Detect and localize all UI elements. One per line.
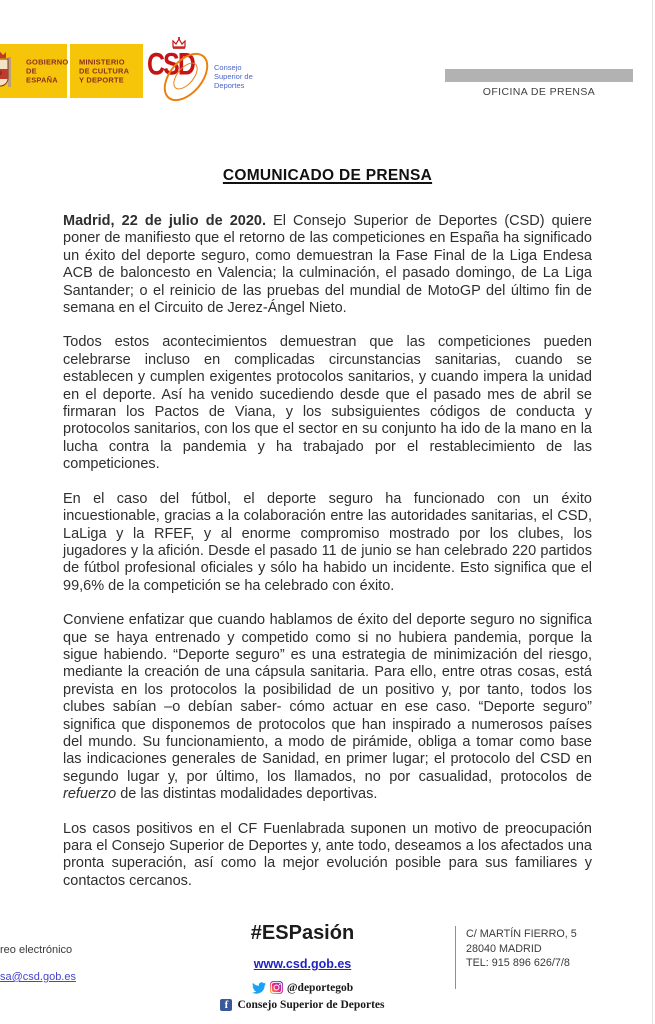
refuerzo-italic: refuerzo xyxy=(63,786,117,803)
footer-email-label-cut: reo electrónico xyxy=(0,944,73,956)
csd-name-line2: Superior de xyxy=(214,72,253,81)
footer-address-block xyxy=(466,927,577,971)
address-phone: TEL: 915 896 626/7/8 xyxy=(466,957,570,969)
dateline: Madrid, 22 de julio de 2020. xyxy=(63,213,266,229)
facebook-row xyxy=(165,999,440,1011)
footer-address-divider xyxy=(455,926,456,989)
footer-center-column xyxy=(165,922,440,1011)
paragraph-intro: Madrid, 22 de julio de 2020. El Consejo Superior de Deportes (CSD) quiere poner de manifiesto que el retorno de las competiciones en España ha significado un éxito del deporte seguro, como demuestran la Fase Final de la Liga Endesa ACB de baloncesto en Valencia; la culminación, el pasado domingo, de La Liga Santander; o el reinicio de las pruebas del mundial de MotoGP del último fin de semana en el Circuito de Jerez-Ángel Nieto. xyxy=(63,213,592,317)
paragraph-safe-sport: Conviene enfatizar que cuando hablamos de éxito del deporte seguro no significa que se haya entrenado y competido como si no hubiera pandemia, porque la sigue habiendo. “Deporte seguro” es una estrategia de minimización del riesgo, mediante la creación de una cápsula sanitaria. Para ello, entre otras cosas, está prevista en los protocolos la posibilidad de un positivo y, por tanto, todos los clubes sabían –o debían saber- cómo actuar en ese caso. “Deporte seguro” significa que disponemos de protocolos que han inspirado a numerosos países del mundo. Su funcionamiento, a modo de pirámide, obliga a tomar como base las indicaciones generales de Sanidad, en primer lugar; el protocolo del CSD en segundo lugar y, por último, los llamados, no por casualidad, protocolos de refuerzo de las distintas modalidades deportivas. xyxy=(63,612,592,803)
gobierno-line1: GOBIERNO xyxy=(26,57,69,67)
press-office-label: OFICINA DE PRENSA xyxy=(482,86,596,98)
csd-name-line1: Consejo xyxy=(214,63,242,72)
csd-name-line3: Deportes xyxy=(214,81,245,90)
gobierno-de-espana-block xyxy=(0,44,67,98)
press-office-gray-bar xyxy=(445,69,633,82)
social-handle[interactable]: @deportegob xyxy=(286,981,354,994)
ministerio-block xyxy=(70,44,143,98)
ministerio-line2: DE CULTURA xyxy=(79,66,130,76)
ministerio-line1: MINISTERIO xyxy=(79,57,125,67)
document-body xyxy=(63,213,592,907)
paragraph-fuenlabrada: Los casos positivos en el CF Fuenlabrada suponen un motivo de preocupación para el Consejo Superior de Deportes y, ante todo, deseamos a los afectados una pronta superación, así como la mejor evolución posible para sus familiares y contactos cercanos. xyxy=(63,820,592,889)
espasion-hashtag: #ESPasión xyxy=(250,922,355,944)
ministerio-line3: Y DEPORTE xyxy=(79,75,125,85)
footer-email-link-cut[interactable]: sa@csd.gob.es xyxy=(0,971,76,983)
facebook-page-name[interactable]: Consejo Superior de Deportes xyxy=(237,999,385,1011)
address-city: 28040 MADRID xyxy=(466,942,542,955)
csd-website-link[interactable]: www.csd.gob.es xyxy=(253,957,352,971)
spain-coat-of-arms-icon xyxy=(0,47,13,95)
csd-logo xyxy=(147,36,257,102)
paragraph-football: En el caso del fútbol, el deporte seguro ha funcionado con un éxito incuestionable, gracias a la colaboración entre las autoridades sanitarias, el CSD, LaLiga y la RFEF, y al enorme compromiso mostrado por los clubes, los jugadores y la afición. Desde el pasado 11 de junio se han celebrado 220 partidos de fútbol profesional oficiales y sólo ha habido un incidente. Esto significa que el 99,6% de la competición se ha celebrado con éxito. xyxy=(63,490,592,594)
page-right-edge-line xyxy=(652,0,653,1024)
gobierno-line2: DE ESPAÑA xyxy=(26,66,58,85)
twitter-icon[interactable] xyxy=(252,982,266,994)
paragraph-competitions: Todos estos acontecimientos demuestran que las competiciones pueden celebrarse incluso en complicadas circunstancias sanitarias, cuando se establecen y cumplen exigentes protocolos sanitarios, y cuando impera la unidad en el deporte. Así ha venido sucediendo desde que el pasado mes de abril se firmaran los Pactos de Viana, y los subsiguientes códigos de conducta y protocolos sanitarios, con los que el sector en su conjunto ha ido de la mano en la lucha contra la pandemia y ha trabajado por el restablecimiento de las competiciones. xyxy=(63,334,592,473)
instagram-icon[interactable] xyxy=(270,981,283,994)
document-title: COMUNICADO DE PRENSA xyxy=(222,167,433,184)
government-header-band xyxy=(0,44,143,98)
social-row xyxy=(165,981,440,994)
facebook-icon[interactable]: f xyxy=(220,999,232,1011)
address-street: C/ MARTÍN FIERRO, 5 xyxy=(466,928,577,940)
csd-acronym: CSD xyxy=(147,47,194,82)
